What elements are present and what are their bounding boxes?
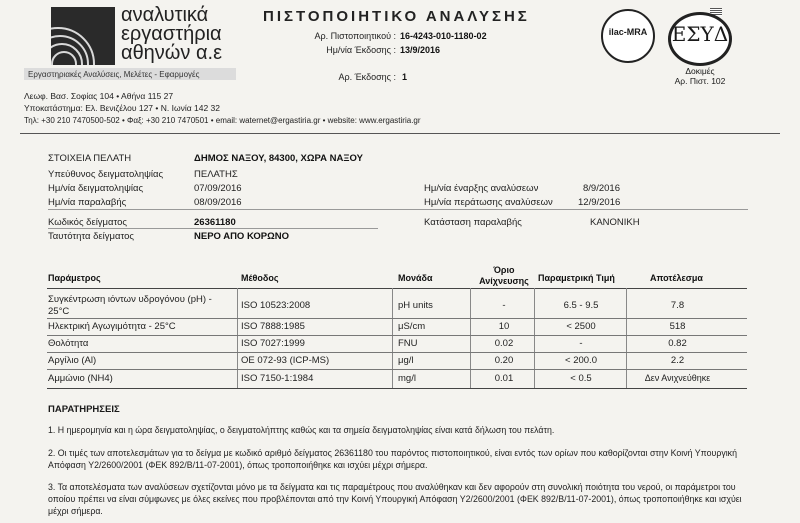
table-row-line	[47, 335, 747, 336]
table-row-3-unit: μg/l	[398, 355, 414, 366]
table-row-3-parameter: Αργίλιο (Al)	[48, 355, 97, 366]
analysis-start-value: 8/9/2016	[583, 183, 620, 194]
header-divider	[20, 133, 780, 134]
col-divider	[534, 288, 535, 388]
accreditation-cert-number: Αρ. Πιστ. 102	[674, 76, 726, 86]
table-row-2-unit: FNU	[398, 338, 418, 349]
col-header-limit-line2: Ανίχνευσης	[479, 276, 529, 286]
analysis-end-value: 12/9/2016	[578, 197, 621, 208]
remark-2: 2. Οι τιμές των αποτελεσμάτων για το δείγμα με κωδικό αριθμό δείγματος 26361180 του παρόντος πιστοποιητικού, είναι εντός των ορίων που καθορίζονται στην Κοινή Υπουργική Απόφαση Υ2/2600/2001 (ΦΕΚ 892/Β/11-07-2001), όπως τροποποιήθηκε και ισχύει μέχρι σήμερα.	[48, 448, 737, 470]
edition-label: Αρ. Έκδοσης :	[338, 72, 396, 82]
client-label: ΣΤΟΙΧΕΙΑ ΠΕΛΑΤΗ	[48, 153, 132, 164]
client-value: ΔΗΜΟΣ ΝΑΞΟΥ, 84300, ΧΩΡΑ ΝΑΞΟΥ	[194, 153, 363, 164]
table-row-line	[47, 369, 747, 370]
table-row-0-unit: pH units	[398, 300, 433, 311]
table-row-0-parameter: Συγκέντρωση ιόντων υδρογόνου (pH) -	[48, 294, 212, 305]
col-header-parameter: Παράμετρος	[48, 273, 101, 283]
certificate-title: ΠΙΣΤΟΠΟΙΗΤΙΚΟ ΑΝΑΛΥΣΗΣ	[263, 8, 530, 25]
table-row-0-limit: -	[502, 300, 506, 311]
table-row-1-method: ISO 7888:1985	[241, 321, 305, 332]
col-header-result: Αποτέλεσμα	[650, 273, 703, 283]
lab-name-line-1: αναλυτικά	[121, 4, 209, 26]
table-row-3-method: ΟΕ 072-93 (ICP-MS)	[241, 355, 330, 366]
analysis-end-label: Ημ/νία περάτωσης αναλύσεων	[424, 197, 553, 208]
receipt-status-value: ΚΑΝΟΝΙΚΗ	[590, 217, 640, 228]
table-row-0-method: ISO 10523:2008	[241, 300, 311, 311]
sampling-date-label: Ημ/νία δειγματοληψίας	[48, 183, 144, 194]
issue-date-label: Ημ/νία Έκδοσης :	[326, 45, 396, 55]
lab-name-line-2: εργαστήρια	[121, 23, 222, 45]
table-row-0-result: 7.8	[670, 300, 685, 311]
sampler-label: Υπεύθυνος δειγματοληψίας	[48, 169, 164, 180]
table-bottom-line	[47, 388, 747, 389]
col-header-limit-line1: Όριο	[493, 265, 515, 275]
col-divider	[237, 288, 238, 388]
esyd-text: ΕΣΥΔ	[671, 22, 729, 46]
table-row-2-parameter: Θολότητα	[48, 338, 89, 349]
receipt-date-label: Ημ/νία παραλαβής	[48, 197, 127, 208]
remark-3: 3. Τα αποτελέσματα των αναλύσεων σχετίζονται μόνο με τα δείγματα και τις παραμέτρους που αναλύθηκαν και δεν αφορούν στη συνολική ποιότητα του νερού, οι παράμετροι του οποίου πρέπει να είναι σύμφωνες με όλες εκείνες που προβλέπονται από την Κοινή Υπουργική Απόφαση Υ2/2600/2001 (ΦΕΚ 892/Β/11-07-2001), όπως τροποποιήθηκε και ισχύει μέχρι σήμερα.	[48, 482, 742, 516]
receipt-date-value: 08/09/2016	[194, 197, 242, 208]
table-row-line	[47, 318, 747, 319]
sampling-date-value: 07/09/2016	[194, 183, 242, 194]
table-row-4-unit: mg/l	[398, 373, 416, 384]
certificate-number-label: Αρ. Πιστοποιητικού :	[314, 31, 396, 41]
issue-date: 13/9/2016	[400, 45, 441, 55]
receipt-status-label: Κατάσταση παραλαβής	[424, 217, 522, 228]
table-row-0-param-value: 6.5 - 9.5	[563, 300, 599, 311]
sample-code-underline	[48, 228, 378, 229]
table-row-3-limit: 0.20	[494, 355, 514, 366]
remarks-title: ΠΑΡΑΤΗΡΗΣΕΙΣ	[48, 404, 120, 415]
table-row-1-unit: μS/cm	[398, 321, 426, 332]
lab-address: Λεωφ. Βασ. Σοφίας 104 • Αθήνα 115 27	[24, 91, 174, 101]
table-row-1-parameter: Ηλεκτρική Αγωγιμότητα - 25°C	[48, 321, 176, 332]
sample-id-label: Ταυτότητα δείγματος	[48, 231, 134, 242]
col-divider	[626, 288, 627, 388]
table-row-1-param-value: < 2500	[566, 321, 596, 332]
col-header-param-value: Παραμετρική Τιμή	[538, 273, 615, 283]
lab-logo-mark	[51, 7, 115, 65]
table-row-0-parameter-cont: 25°C	[48, 306, 70, 317]
sample-code-label: Κωδικός δείγματος	[48, 217, 128, 228]
lab-branch-address: Υποκατάστημα: Ελ. Βενιζέλου 127 • Ν. Ιωνία 142 32	[24, 103, 221, 113]
table-row-4-result: Δεν Ανιχνεύθηκε	[644, 373, 711, 383]
table-header-line	[47, 288, 747, 289]
col-divider	[392, 288, 393, 388]
col-header-unit: Μονάδα	[398, 273, 433, 283]
table-row-2-limit: 0.02	[494, 338, 514, 349]
table-row-1-limit: 10	[498, 321, 510, 332]
table-row-3-param-value: < 200.0	[565, 355, 597, 366]
table-row-2-result: 0.82	[668, 338, 687, 349]
sampler-value: ΠΕΛΑΤΗΣ	[194, 169, 238, 180]
lab-name-line-3: αθηνών α.ε	[121, 42, 223, 64]
table-row-4-limit: 0.01	[494, 373, 514, 384]
table-row-4-parameter: Αμμώνιο (NH4)	[48, 373, 113, 384]
col-header-method: Μέθοδος	[241, 273, 279, 283]
dates-underline	[48, 209, 748, 210]
table-row-1-result: 518	[669, 321, 686, 332]
remark-1: 1. Η ημερομηνία και η ώρα δειγματοληψίας, ο δειγματολήπτης καθώς και τα σημεία δειγματοληψίας είναι κατά δήλωση του πελάτη.	[48, 425, 555, 435]
accreditation-tests-label: Δοκιμές	[685, 66, 715, 76]
lab-contact-line: Τηλ: +30 210 7470500-502 • Φαξ: +30 210 7470501 • email: waternet@ergastiria.gr • website: www.ergastiria.gr	[24, 116, 421, 125]
lab-subtitle: Εργαστηριακές Αναλύσεις, Μελέτες - Εφαρμογές	[28, 70, 200, 79]
sample-id-value: ΝΕΡΟ ΑΠΟ ΚΟΡΩΝΟ	[194, 231, 289, 242]
table-row-3-result: 2.2	[670, 355, 685, 366]
table-row-4-method: ISO 7150-1:1984	[241, 373, 314, 384]
edition-number: 1	[402, 72, 408, 82]
table-row-4-param-value: < 0.5	[570, 373, 592, 384]
table-row-line	[47, 352, 747, 353]
certificate-number: 16-4243-010-1180-02	[400, 31, 487, 41]
table-row-2-param-value: -	[579, 338, 583, 349]
analysis-start-label: Ημ/νία έναρξης αναλύσεων	[424, 183, 539, 194]
col-divider	[470, 288, 471, 388]
sample-code-value: 26361180	[194, 217, 236, 228]
table-row-2-method: ISO 7027:1999	[241, 338, 305, 349]
ilac-mra-text: ilac-MRA	[608, 27, 648, 37]
